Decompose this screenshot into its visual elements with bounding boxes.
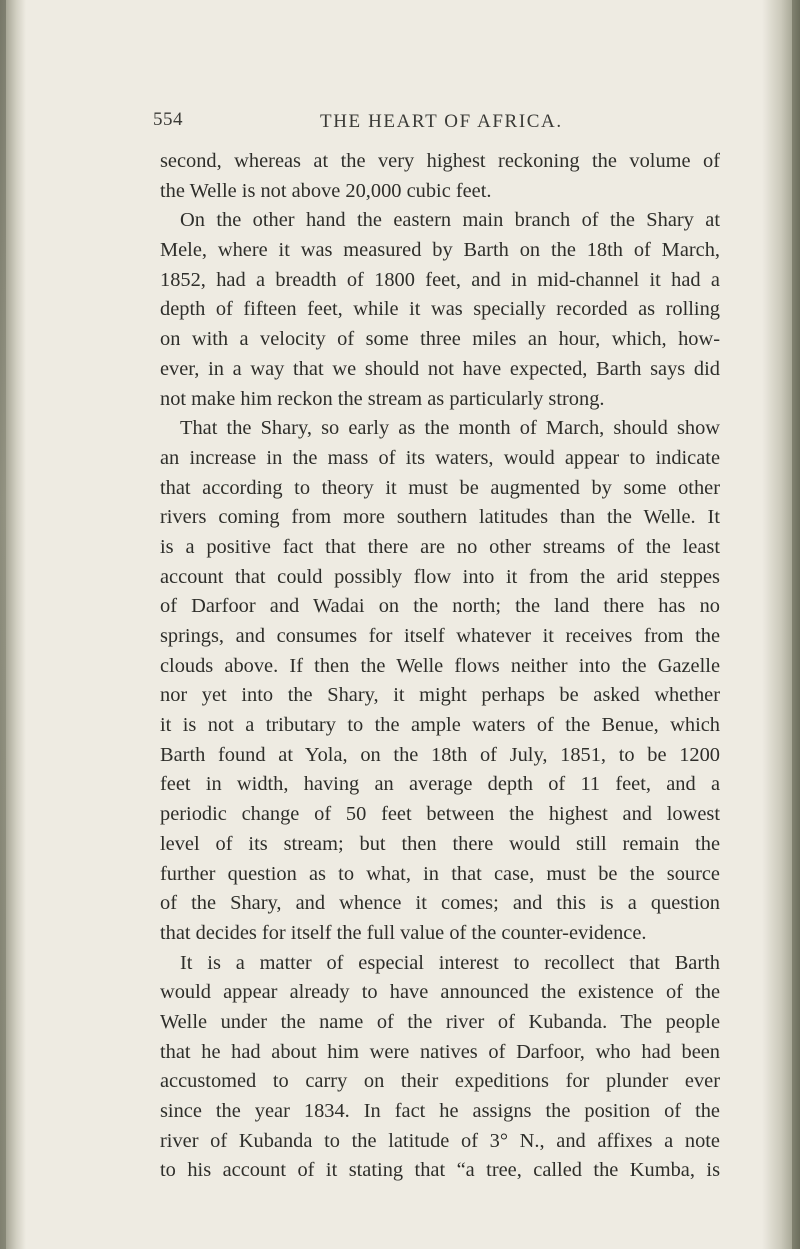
- text-line: that he had about him were natives of Darfoor, who had been: [160, 1040, 720, 1063]
- text-line: On the other hand the eastern main branch of the Shary at: [180, 209, 720, 232]
- text-line: periodic change of 50 feet between the highest and lowest: [160, 803, 720, 826]
- text-line: depth of fifteen feet, while it was specially recorded as rolling: [160, 298, 720, 321]
- text-line: ever, in a way that we should not have expected, Barth says did: [160, 357, 720, 380]
- text-line: the Welle is not above 20,000 cubic feet.: [160, 179, 492, 202]
- text-line: of Darfoor and Wadai on the north; the land there has no: [160, 595, 720, 618]
- binding-edge-left: [0, 0, 6, 1249]
- text-line: clouds above. If then the Welle flows neither into the Gazelle: [160, 654, 720, 677]
- page-edge-right: [792, 0, 800, 1249]
- text-line: feet in width, having an average depth of 11 feet, and a: [160, 773, 720, 796]
- text-line: Welle under the name of the river of Kubanda. The people: [160, 1010, 720, 1033]
- text-line: would appear already to have announced the existence of the: [160, 981, 720, 1004]
- text-line: rivers coming from more southern latitudes than the Welle. It: [160, 506, 720, 529]
- text-line: 1852, had a breadth of 1800 feet, and in mid-channel it had a: [160, 268, 720, 291]
- text-line: an increase in the mass of its waters, would appear to indicate: [160, 446, 720, 469]
- text-line: since the year 1834. In fact he assigns the position of the: [160, 1100, 720, 1122]
- text-line: second, whereas at the very highest reckoning the volume of: [160, 150, 720, 172]
- text-line: to his account of it stating that “a tree, called the Kumba, is: [160, 1159, 720, 1182]
- text-line: on with a velocity of some three miles an hour, which, how-: [160, 328, 720, 351]
- text-line: it is not a tributary to the ample waters of the Benue, which: [160, 714, 720, 737]
- page-number: 554: [153, 109, 183, 130]
- text-line: Mele, where it was measured by Barth on the 18th of March,: [160, 239, 720, 262]
- body-text: [160, 147, 720, 1186]
- text-line: Barth found at Yola, on the 18th of July, 1851, to be 1200: [160, 743, 720, 766]
- text-line: springs, and consumes for itself whatever it receives from the: [160, 625, 720, 647]
- running-title: THE HEART OF AFRICA.: [320, 111, 563, 132]
- text-line: that decides for itself the full value of the counter-evidence.: [160, 921, 647, 944]
- text-line: river of Kubanda to the latitude of 3° N., and affixes a note: [160, 1129, 720, 1152]
- text-line: nor yet into the Shary, it might perhaps be asked whether: [160, 684, 720, 707]
- text-line: level of its stream; but then there would still remain the: [160, 832, 720, 855]
- running-head: [0, 109, 800, 139]
- text-line: That the Shary, so early as the month of March, should show: [180, 417, 720, 440]
- text-line: further question as to what, in that case, must be the source: [160, 862, 720, 885]
- text-line: It is a matter of especial interest to recollect that Barth: [180, 951, 720, 974]
- text-line: of the Shary, and whence it comes; and this is a question: [160, 892, 720, 915]
- text-line: accustomed to carry on their expeditions for plunder ever: [160, 1070, 720, 1093]
- text-line: not make him reckon the stream as particularly strong.: [160, 387, 605, 410]
- text-line: account that could possibly flow into it from the arid steppes: [160, 565, 720, 588]
- text-line: is a positive fact that there are no other streams of the least: [160, 535, 720, 558]
- text-line: that according to theory it must be augmented by some other: [160, 476, 720, 499]
